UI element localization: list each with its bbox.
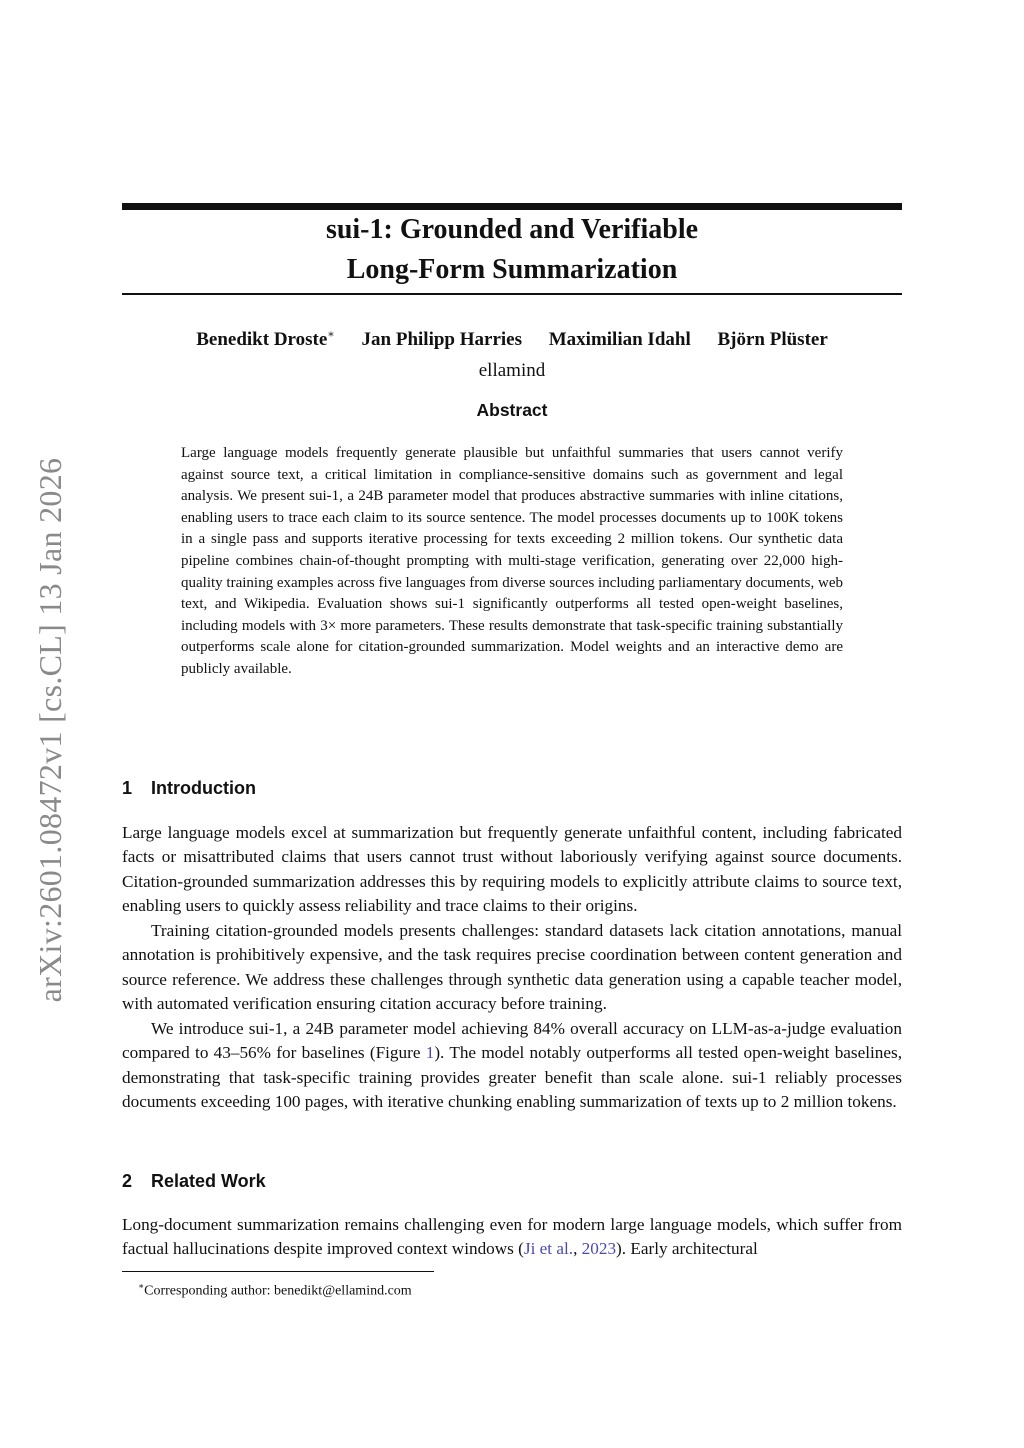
affiliation: ellamind bbox=[478, 360, 546, 381]
section-title: Introduction bbox=[151, 778, 256, 798]
author: Benedikt Droste∗ bbox=[196, 329, 335, 351]
section-number: 2 bbox=[122, 1171, 133, 1191]
footnote bbox=[138, 1276, 412, 1302]
author: Maximilian Idahl bbox=[548, 329, 691, 351]
arxiv-identifier-stamp: arXiv:2601.08472v1 [cs.CL] 13 Jan 2026 bbox=[32, 457, 68, 1003]
section-heading-related-work bbox=[122, 1168, 902, 1194]
author: Björn Plüster bbox=[717, 329, 828, 351]
paper-title bbox=[122, 210, 902, 290]
abstract-heading: Abstract bbox=[476, 400, 548, 420]
author: Jan Philipp Harries bbox=[361, 329, 522, 351]
section-heading-introduction bbox=[122, 775, 902, 801]
figure-reference-link[interactable]: 1 bbox=[425, 1043, 435, 1063]
abstract-text: Large language models frequently generate plausible but unfaithful summaries that users cannot verify against source text, a critical limitation in compliance-sensitive domains such as government and legal analysis. We present sui-1, a 24B parameter model that produces abstractive summaries with inline citations, enabling users to trace each claim to its source sentence. The model processes documents up to 100K tokens in a single pass and supports iterative processing for texts exceeding 2 million tokens. Our synthetic data pipeline combines chain-of-thought prompting with multi-stage verification, generating over 22,000 high-quality training examples across five languages from diverse sources including parliamentary documents, web text, and Wikipedia. Evaluation shows sui-1 significantly outperforms all tested open-weight baselines, including models with 3× more parameters. These results demonstrate that task-specific training substantially outperforms scale alone for citation-grounded summarization. Model weights and an interactive demo are publicly available. bbox=[181, 445, 843, 677]
section-title: Related Work bbox=[151, 1171, 266, 1191]
citation-link-year[interactable]: 2023 bbox=[581, 1239, 617, 1259]
title-line-1: sui-1: Grounded and Verifiable bbox=[325, 214, 699, 245]
section-number: 1 bbox=[122, 778, 133, 798]
title-line-2: Long-Form Summarization bbox=[346, 254, 678, 285]
corresponding-author-mark: ∗ bbox=[327, 329, 335, 341]
footnote-rule bbox=[122, 1271, 434, 1272]
author-list bbox=[122, 320, 902, 355]
intro-paragraph-1: Large language models excel at summarization but frequently generate unfaithful content, including fabricated facts or misattributed claims that users cannot trust without laboriously verifying against source documents. Citation-grounded summarization addresses this by requiring models to explicitly attribute claims to source text, enabling users to quickly assess reliability and trace claims to their origins. bbox=[122, 823, 902, 916]
related-work-paragraph-1: Long-document summarization remains challenging even for modern large language models, which suffer from factual hallucinations despite improved context windows (Ji et al., 2023). Early architectural bbox=[122, 1215, 902, 1259]
intro-paragraph-3: We introduce sui-1, a 24B parameter model achieving 84% overall accuracy on LLM-as-a-judge evaluation compared to 43–56% for baselines (Figure 1). The model notably outperforms all tested open-weight baselines, demonstrating that task-specific training provides greater benefit than scale alone. sui-1 reliably processes documents exceeding 100 pages, with iterative chunking enabling summarization of texts up to 2 million tokens. bbox=[122, 1019, 902, 1112]
intro-paragraph-2: Training citation-grounded models presents challenges: standard datasets lack citation annotations, manual annotation is prohibitively expensive, and the task requires precise coordination between content generation and source reference. We address these challenges through synthetic data generation using a capable teacher model, with automated verification ensuring citation accuracy before training. bbox=[122, 921, 902, 1014]
footnote-text: Corresponding author: benedikt@ellamind.com bbox=[144, 1283, 412, 1299]
title-bottom-rule bbox=[122, 293, 902, 295]
citation-link-author[interactable]: Ji et al. bbox=[523, 1239, 574, 1259]
footnote-mark: ∗ bbox=[138, 1281, 145, 1291]
title-top-rule bbox=[122, 203, 902, 210]
